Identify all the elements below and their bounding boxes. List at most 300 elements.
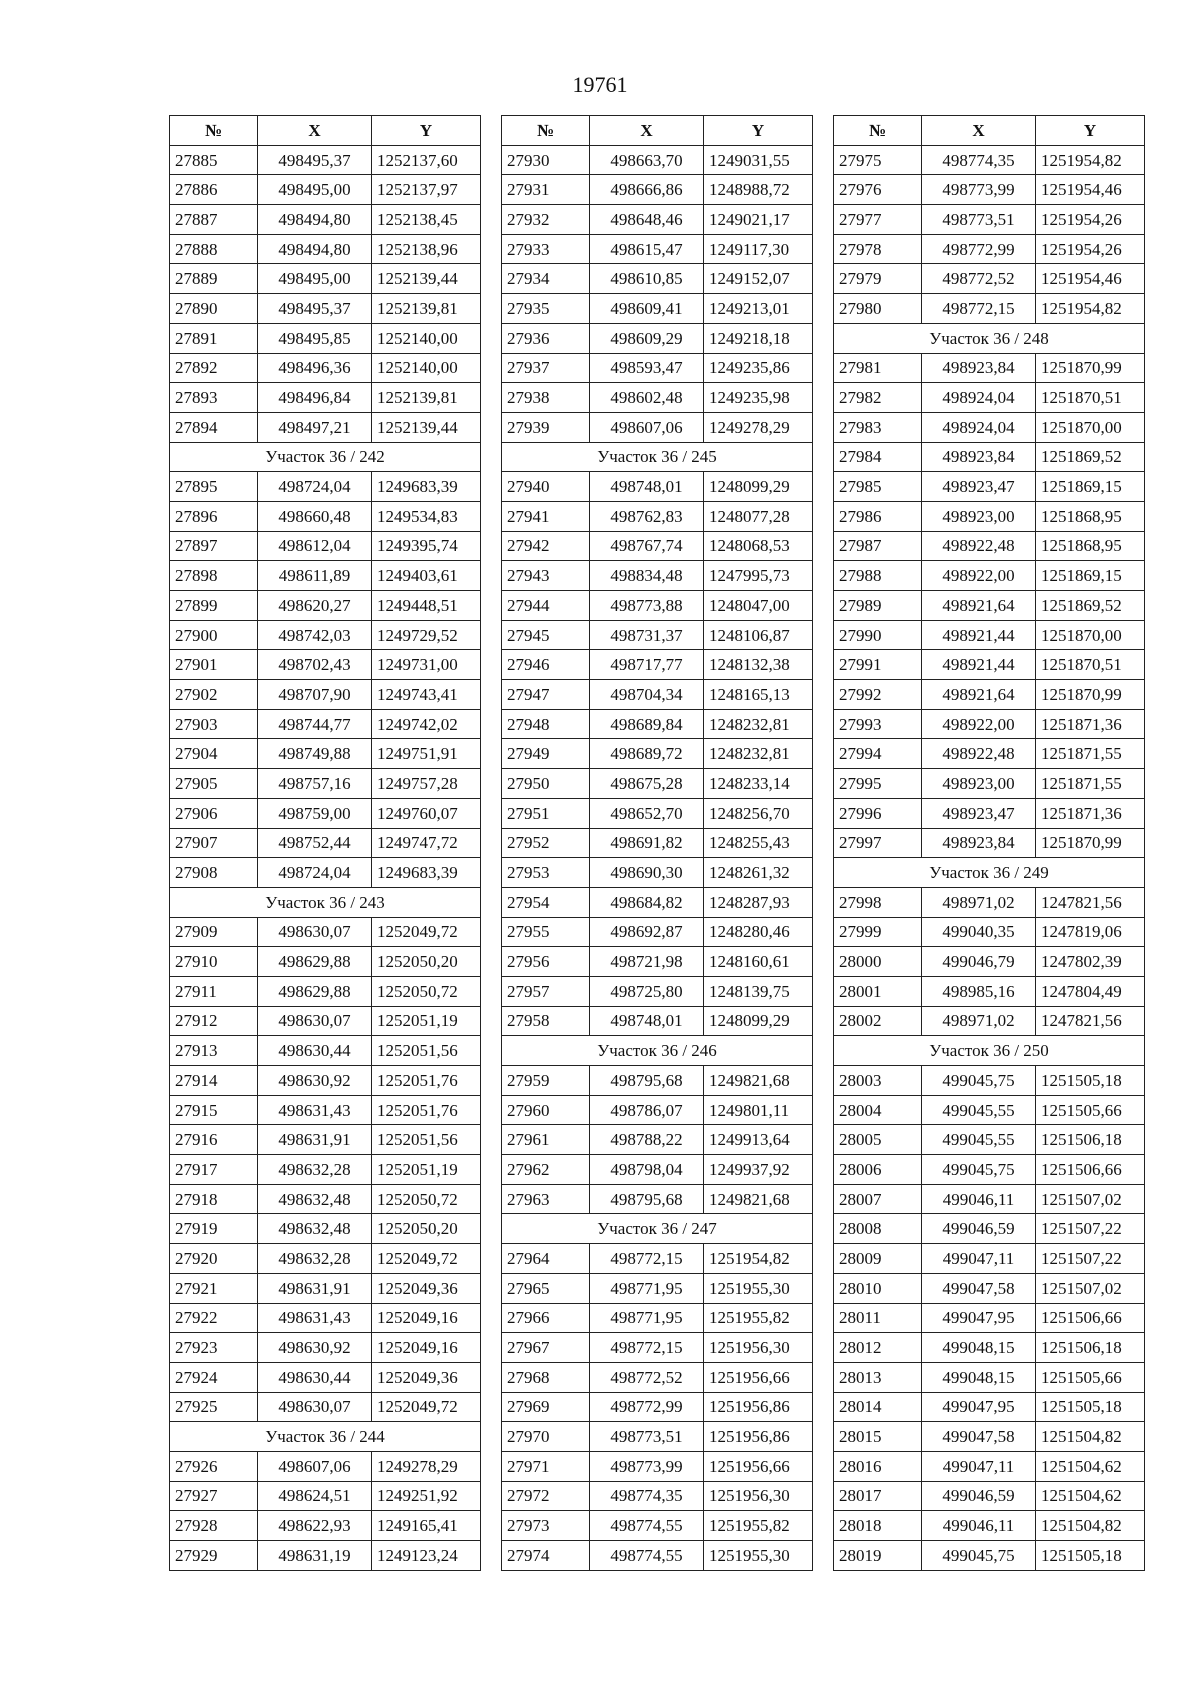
y-coordinate: 1252051,19 (372, 1006, 481, 1036)
point-number: 27950 (502, 769, 590, 799)
x-coordinate: 498749,88 (258, 739, 372, 769)
table-row (170, 947, 481, 977)
x-coordinate: 498923,47 (922, 472, 1036, 502)
y-coordinate: 1251870,99 (1036, 680, 1145, 710)
x-coordinate: 498692,87 (590, 917, 704, 947)
table-row (502, 680, 813, 710)
header-row (834, 116, 1145, 146)
table-row (170, 323, 481, 353)
table-row (502, 383, 813, 413)
point-number: 27889 (170, 264, 258, 294)
table-row (502, 709, 813, 739)
y-coordinate: 1251869,52 (1036, 591, 1145, 621)
point-number: 27986 (834, 501, 922, 531)
table-body (170, 145, 481, 1570)
table-row (834, 1155, 1145, 1185)
x-coordinate: 498631,43 (258, 1095, 372, 1125)
header-num: № (170, 116, 258, 146)
point-number: 28015 (834, 1422, 922, 1452)
point-number: 27909 (170, 917, 258, 947)
table-row (170, 1451, 481, 1481)
x-coordinate: 498724,04 (258, 472, 372, 502)
section-title: Участок 36 / 246 (502, 1036, 813, 1066)
coordinate-tables (0, 115, 1200, 1575)
point-number: 27992 (834, 680, 922, 710)
x-coordinate: 499047,95 (922, 1303, 1036, 1333)
x-coordinate: 498752,44 (258, 828, 372, 858)
x-coordinate: 498742,03 (258, 620, 372, 650)
table-row (170, 1303, 481, 1333)
table-row (834, 501, 1145, 531)
x-coordinate: 498773,99 (922, 175, 1036, 205)
y-coordinate: 1249821,68 (704, 1184, 813, 1214)
x-coordinate: 498624,51 (258, 1481, 372, 1511)
table-row (502, 234, 813, 264)
y-coordinate: 1247802,39 (1036, 947, 1145, 977)
point-number: 28018 (834, 1511, 922, 1541)
y-coordinate: 1251505,18 (1036, 1066, 1145, 1096)
x-coordinate: 498607,06 (258, 1451, 372, 1481)
section-row (834, 323, 1145, 353)
y-coordinate: 1248255,43 (704, 828, 813, 858)
x-coordinate: 498772,15 (590, 1333, 704, 1363)
x-coordinate: 498744,77 (258, 709, 372, 739)
x-coordinate: 498630,44 (258, 1036, 372, 1066)
section-row (170, 887, 481, 917)
x-coordinate: 498923,00 (922, 501, 1036, 531)
point-number: 27967 (502, 1333, 590, 1363)
y-coordinate: 1252050,20 (372, 947, 481, 977)
x-coordinate: 498495,00 (258, 175, 372, 205)
y-coordinate: 1249235,86 (704, 353, 813, 383)
table-row (170, 294, 481, 324)
x-coordinate: 499046,59 (922, 1214, 1036, 1244)
x-coordinate: 498725,80 (590, 976, 704, 1006)
point-number: 28019 (834, 1541, 922, 1571)
x-coordinate: 498609,29 (590, 323, 704, 353)
y-coordinate: 1247821,56 (1036, 1006, 1145, 1036)
table-row (502, 1066, 813, 1096)
point-number: 27994 (834, 739, 922, 769)
point-number: 27901 (170, 650, 258, 680)
table-row (834, 591, 1145, 621)
x-coordinate: 499046,11 (922, 1184, 1036, 1214)
x-coordinate: 498684,82 (590, 887, 704, 917)
table-row (834, 145, 1145, 175)
x-coordinate: 498607,06 (590, 412, 704, 442)
x-coordinate: 498795,68 (590, 1184, 704, 1214)
y-coordinate: 1248068,53 (704, 531, 813, 561)
y-coordinate: 1249742,02 (372, 709, 481, 739)
point-number: 27996 (834, 798, 922, 828)
table-row (834, 1333, 1145, 1363)
x-coordinate: 498921,64 (922, 680, 1036, 710)
table-row (502, 976, 813, 1006)
y-coordinate: 1249403,61 (372, 561, 481, 591)
y-coordinate: 1251870,99 (1036, 353, 1145, 383)
table-row (170, 709, 481, 739)
point-number: 27943 (502, 561, 590, 591)
y-coordinate: 1251956,66 (704, 1362, 813, 1392)
header-y: Y (704, 116, 813, 146)
table-row (170, 1214, 481, 1244)
point-number: 28005 (834, 1125, 922, 1155)
x-coordinate: 498497,21 (258, 412, 372, 442)
table-row (170, 1066, 481, 1096)
x-coordinate: 498924,04 (922, 412, 1036, 442)
y-coordinate: 1248261,32 (704, 858, 813, 888)
y-coordinate: 1252049,16 (372, 1333, 481, 1363)
point-number: 27946 (502, 650, 590, 680)
table-row (834, 1214, 1145, 1244)
y-coordinate: 1247821,56 (1036, 887, 1145, 917)
table-row (170, 1095, 481, 1125)
x-coordinate: 498922,00 (922, 561, 1036, 591)
y-coordinate: 1248099,29 (704, 472, 813, 502)
table-row (502, 769, 813, 799)
y-coordinate: 1251507,22 (1036, 1244, 1145, 1274)
y-coordinate: 1251869,15 (1036, 561, 1145, 591)
table-row (502, 1244, 813, 1274)
y-coordinate: 1248988,72 (704, 175, 813, 205)
table-row (502, 1333, 813, 1363)
y-coordinate: 1249937,92 (704, 1155, 813, 1185)
x-coordinate: 498772,15 (922, 294, 1036, 324)
point-number: 27942 (502, 531, 590, 561)
table-row (170, 353, 481, 383)
x-coordinate: 498773,51 (922, 205, 1036, 235)
point-number: 27965 (502, 1273, 590, 1303)
y-coordinate: 1251506,66 (1036, 1303, 1145, 1333)
x-coordinate: 498690,30 (590, 858, 704, 888)
table-row (170, 205, 481, 235)
x-coordinate: 499048,15 (922, 1362, 1036, 1392)
x-coordinate: 498620,27 (258, 591, 372, 621)
point-number: 28014 (834, 1392, 922, 1422)
x-coordinate: 498772,99 (590, 1392, 704, 1422)
point-number: 28010 (834, 1273, 922, 1303)
section-title: Участок 36 / 249 (834, 858, 1145, 888)
table-row (502, 1511, 813, 1541)
point-number: 27906 (170, 798, 258, 828)
point-number: 27898 (170, 561, 258, 591)
section-row (834, 858, 1145, 888)
x-coordinate: 498923,84 (922, 353, 1036, 383)
table-row (502, 264, 813, 294)
point-number: 27931 (502, 175, 590, 205)
y-coordinate: 1252051,76 (372, 1066, 481, 1096)
table-row (502, 175, 813, 205)
y-coordinate: 1251869,15 (1036, 472, 1145, 502)
y-coordinate: 1249729,52 (372, 620, 481, 650)
y-coordinate: 1248256,70 (704, 798, 813, 828)
x-coordinate: 498630,07 (258, 1006, 372, 1036)
point-number: 27922 (170, 1303, 258, 1333)
x-coordinate: 498495,85 (258, 323, 372, 353)
point-number: 27897 (170, 531, 258, 561)
point-number: 27951 (502, 798, 590, 828)
point-number: 27947 (502, 680, 590, 710)
table-row (834, 828, 1145, 858)
x-coordinate: 498630,07 (258, 1392, 372, 1422)
point-number: 27936 (502, 323, 590, 353)
table-row (170, 264, 481, 294)
y-coordinate: 1249760,07 (372, 798, 481, 828)
x-coordinate: 498496,84 (258, 383, 372, 413)
x-coordinate: 498921,44 (922, 620, 1036, 650)
x-coordinate: 499045,75 (922, 1066, 1036, 1096)
point-number: 27974 (502, 1541, 590, 1571)
table-row (502, 1184, 813, 1214)
x-coordinate: 498724,04 (258, 858, 372, 888)
point-number: 27972 (502, 1481, 590, 1511)
point-number: 27910 (170, 947, 258, 977)
point-number: 28009 (834, 1244, 922, 1274)
point-number: 27895 (170, 472, 258, 502)
table-row (170, 561, 481, 591)
point-number: 27977 (834, 205, 922, 235)
y-coordinate: 1252139,44 (372, 264, 481, 294)
y-coordinate: 1249152,07 (704, 264, 813, 294)
point-number: 27957 (502, 976, 590, 1006)
x-coordinate: 498496,36 (258, 353, 372, 383)
point-number: 27925 (170, 1392, 258, 1422)
x-coordinate: 499045,55 (922, 1095, 1036, 1125)
point-number: 27976 (834, 175, 922, 205)
y-coordinate: 1249913,64 (704, 1125, 813, 1155)
table-row (502, 1273, 813, 1303)
y-coordinate: 1251505,18 (1036, 1392, 1145, 1422)
y-coordinate: 1248287,93 (704, 887, 813, 917)
x-coordinate: 498494,80 (258, 205, 372, 235)
x-coordinate: 498648,46 (590, 205, 704, 235)
y-coordinate: 1249395,74 (372, 531, 481, 561)
table-row (170, 591, 481, 621)
header-y: Y (1036, 116, 1145, 146)
x-coordinate: 498495,37 (258, 294, 372, 324)
y-coordinate: 1249021,17 (704, 205, 813, 235)
header-row (502, 116, 813, 146)
x-coordinate: 499047,58 (922, 1422, 1036, 1452)
point-number: 27920 (170, 1244, 258, 1274)
table-row (502, 412, 813, 442)
table-row (502, 1125, 813, 1155)
y-coordinate: 1252139,81 (372, 294, 481, 324)
point-number: 27907 (170, 828, 258, 858)
x-coordinate: 498774,55 (590, 1511, 704, 1541)
table-row (170, 798, 481, 828)
point-number: 27918 (170, 1184, 258, 1214)
x-coordinate: 498717,77 (590, 650, 704, 680)
y-coordinate: 1251505,66 (1036, 1095, 1145, 1125)
x-coordinate: 499045,55 (922, 1125, 1036, 1155)
header-y: Y (372, 116, 481, 146)
y-coordinate: 1249743,41 (372, 680, 481, 710)
y-coordinate: 1248160,61 (704, 947, 813, 977)
table-row (170, 1481, 481, 1511)
y-coordinate: 1249278,29 (704, 412, 813, 442)
point-number: 27990 (834, 620, 922, 650)
y-coordinate: 1248099,29 (704, 1006, 813, 1036)
x-coordinate: 498630,92 (258, 1066, 372, 1096)
point-number: 27970 (502, 1422, 590, 1452)
y-coordinate: 1251504,62 (1036, 1451, 1145, 1481)
y-coordinate: 1249683,39 (372, 858, 481, 888)
point-number: 27989 (834, 591, 922, 621)
y-coordinate: 1251871,36 (1036, 798, 1145, 828)
point-number: 27933 (502, 234, 590, 264)
point-number: 27930 (502, 145, 590, 175)
point-number: 27913 (170, 1036, 258, 1066)
x-coordinate: 498795,68 (590, 1066, 704, 1096)
y-coordinate: 1249031,55 (704, 145, 813, 175)
x-coordinate: 498632,48 (258, 1184, 372, 1214)
section-row (834, 1036, 1145, 1066)
point-number: 27985 (834, 472, 922, 502)
y-coordinate: 1249448,51 (372, 591, 481, 621)
table-row (170, 680, 481, 710)
x-coordinate: 498786,07 (590, 1095, 704, 1125)
point-number: 27908 (170, 858, 258, 888)
x-coordinate: 498767,74 (590, 531, 704, 561)
y-coordinate: 1251868,95 (1036, 531, 1145, 561)
x-coordinate: 498615,47 (590, 234, 704, 264)
section-row (502, 1036, 813, 1066)
table-row (502, 323, 813, 353)
y-coordinate: 1251954,26 (1036, 205, 1145, 235)
table-row (502, 887, 813, 917)
y-coordinate: 1251870,99 (1036, 828, 1145, 858)
table-row (834, 650, 1145, 680)
y-coordinate: 1251504,82 (1036, 1511, 1145, 1541)
y-coordinate: 1251955,82 (704, 1303, 813, 1333)
table-row (502, 828, 813, 858)
y-coordinate: 1249751,91 (372, 739, 481, 769)
point-number: 27958 (502, 1006, 590, 1036)
y-coordinate: 1248077,28 (704, 501, 813, 531)
table-row (502, 1303, 813, 1333)
point-number: 27968 (502, 1362, 590, 1392)
section-row (170, 442, 481, 472)
table-row (170, 1333, 481, 1363)
x-coordinate: 498771,95 (590, 1303, 704, 1333)
point-number: 27890 (170, 294, 258, 324)
point-number: 27961 (502, 1125, 590, 1155)
x-coordinate: 498834,48 (590, 561, 704, 591)
point-number: 28008 (834, 1214, 922, 1244)
table-row (834, 383, 1145, 413)
x-coordinate: 498675,28 (590, 769, 704, 799)
x-coordinate: 498707,90 (258, 680, 372, 710)
table-row (834, 1006, 1145, 1036)
point-number: 27904 (170, 739, 258, 769)
table-row (502, 650, 813, 680)
table-row (170, 769, 481, 799)
x-coordinate: 498691,82 (590, 828, 704, 858)
table-row (834, 769, 1145, 799)
table-row (834, 531, 1145, 561)
x-coordinate: 498971,02 (922, 887, 1036, 917)
table-row (834, 947, 1145, 977)
table-row (834, 561, 1145, 591)
y-coordinate: 1251954,46 (1036, 175, 1145, 205)
x-coordinate: 498721,98 (590, 947, 704, 977)
section-title: Участок 36 / 242 (170, 442, 481, 472)
table-row (834, 1392, 1145, 1422)
y-coordinate: 1251870,51 (1036, 383, 1145, 413)
table-row (834, 1303, 1145, 1333)
point-number: 27915 (170, 1095, 258, 1125)
x-coordinate: 498612,04 (258, 531, 372, 561)
point-number: 27971 (502, 1451, 590, 1481)
x-coordinate: 498748,01 (590, 472, 704, 502)
point-number: 27997 (834, 828, 922, 858)
y-coordinate: 1249213,01 (704, 294, 813, 324)
point-number: 27919 (170, 1214, 258, 1244)
point-number: 27928 (170, 1511, 258, 1541)
x-coordinate: 498630,44 (258, 1362, 372, 1392)
point-number: 27921 (170, 1273, 258, 1303)
point-number: 27948 (502, 709, 590, 739)
table-row (834, 798, 1145, 828)
x-coordinate: 498773,51 (590, 1422, 704, 1452)
y-coordinate: 1249821,68 (704, 1066, 813, 1096)
table-row (834, 175, 1145, 205)
point-number: 27962 (502, 1155, 590, 1185)
x-coordinate: 498702,43 (258, 650, 372, 680)
section-title: Участок 36 / 247 (502, 1214, 813, 1244)
table-row (834, 887, 1145, 917)
y-coordinate: 1251956,86 (704, 1392, 813, 1422)
x-coordinate: 498772,52 (590, 1362, 704, 1392)
y-coordinate: 1252137,60 (372, 145, 481, 175)
table-row (170, 175, 481, 205)
y-coordinate: 1251871,55 (1036, 769, 1145, 799)
y-coordinate: 1248165,13 (704, 680, 813, 710)
table-row (170, 531, 481, 561)
y-coordinate: 1251870,51 (1036, 650, 1145, 680)
point-number: 27983 (834, 412, 922, 442)
table-row (834, 1184, 1145, 1214)
table-row (502, 561, 813, 591)
x-coordinate: 498495,00 (258, 264, 372, 294)
point-number: 27894 (170, 412, 258, 442)
y-coordinate: 1251869,52 (1036, 442, 1145, 472)
point-number: 27905 (170, 769, 258, 799)
point-number: 28012 (834, 1333, 922, 1363)
y-coordinate: 1252139,81 (372, 383, 481, 413)
table-row (170, 234, 481, 264)
y-coordinate: 1251506,66 (1036, 1155, 1145, 1185)
table-row (170, 145, 481, 175)
y-coordinate: 1251506,18 (1036, 1333, 1145, 1363)
y-coordinate: 1247819,06 (1036, 917, 1145, 947)
page-number: 19761 (572, 72, 628, 97)
point-number: 27924 (170, 1362, 258, 1392)
x-coordinate: 498663,70 (590, 145, 704, 175)
x-coordinate: 498704,34 (590, 680, 704, 710)
point-number: 27939 (502, 412, 590, 442)
point-number: 27955 (502, 917, 590, 947)
table-row (834, 1125, 1145, 1155)
table-row (834, 680, 1145, 710)
point-number: 27891 (170, 323, 258, 353)
table-row (502, 1451, 813, 1481)
table-row (170, 1036, 481, 1066)
table-row (170, 620, 481, 650)
point-number: 27914 (170, 1066, 258, 1096)
point-number: 27917 (170, 1155, 258, 1185)
